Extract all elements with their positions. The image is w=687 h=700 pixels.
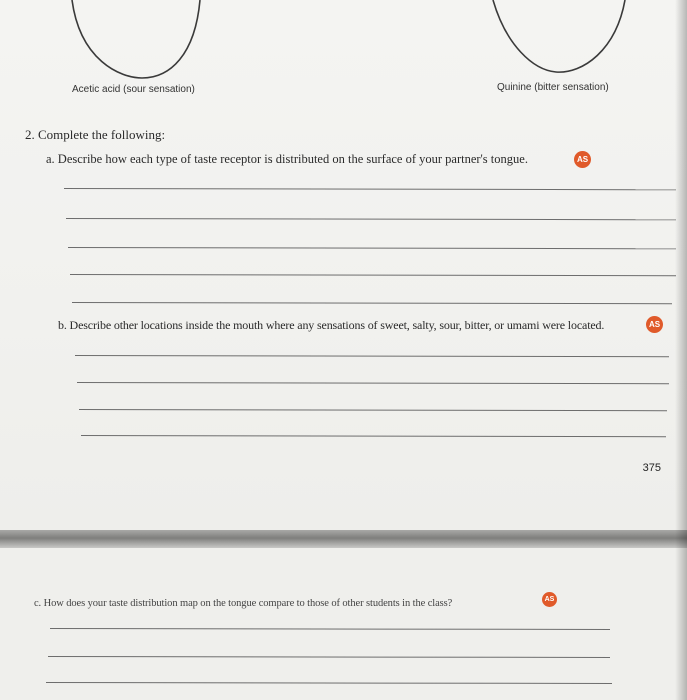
- page-shadow-edge: [675, 0, 687, 700]
- as-badge-a: AS: [574, 151, 591, 168]
- question-2c-text: c. How does your taste distribution map on the tongue compare to those of other students in the class?: [34, 598, 453, 609]
- tongue-outline-right: [488, 0, 638, 80]
- left-diagram-caption: Acetic acid (sour sensation): [72, 84, 195, 95]
- page-gap: [0, 530, 687, 548]
- question-2a-text: a. Describe how each type of taste receptor is distributed on the surface of your partner's tongue.: [46, 152, 528, 166]
- as-badge-b: AS: [646, 316, 663, 333]
- worksheet-page-lower: [0, 548, 687, 700]
- right-diagram-caption: Quinine (bitter sensation): [497, 82, 609, 93]
- tongue-outline-left: [60, 0, 210, 85]
- question-2-heading: 2. Complete the following:: [25, 127, 166, 142]
- as-badge-c: AS: [542, 592, 557, 607]
- page-number: 375: [642, 462, 661, 474]
- question-2b-text: b. Describe other locations inside the mouth where any sensations of sweet, salty, sour, bitter, or umami were located.: [58, 318, 605, 332]
